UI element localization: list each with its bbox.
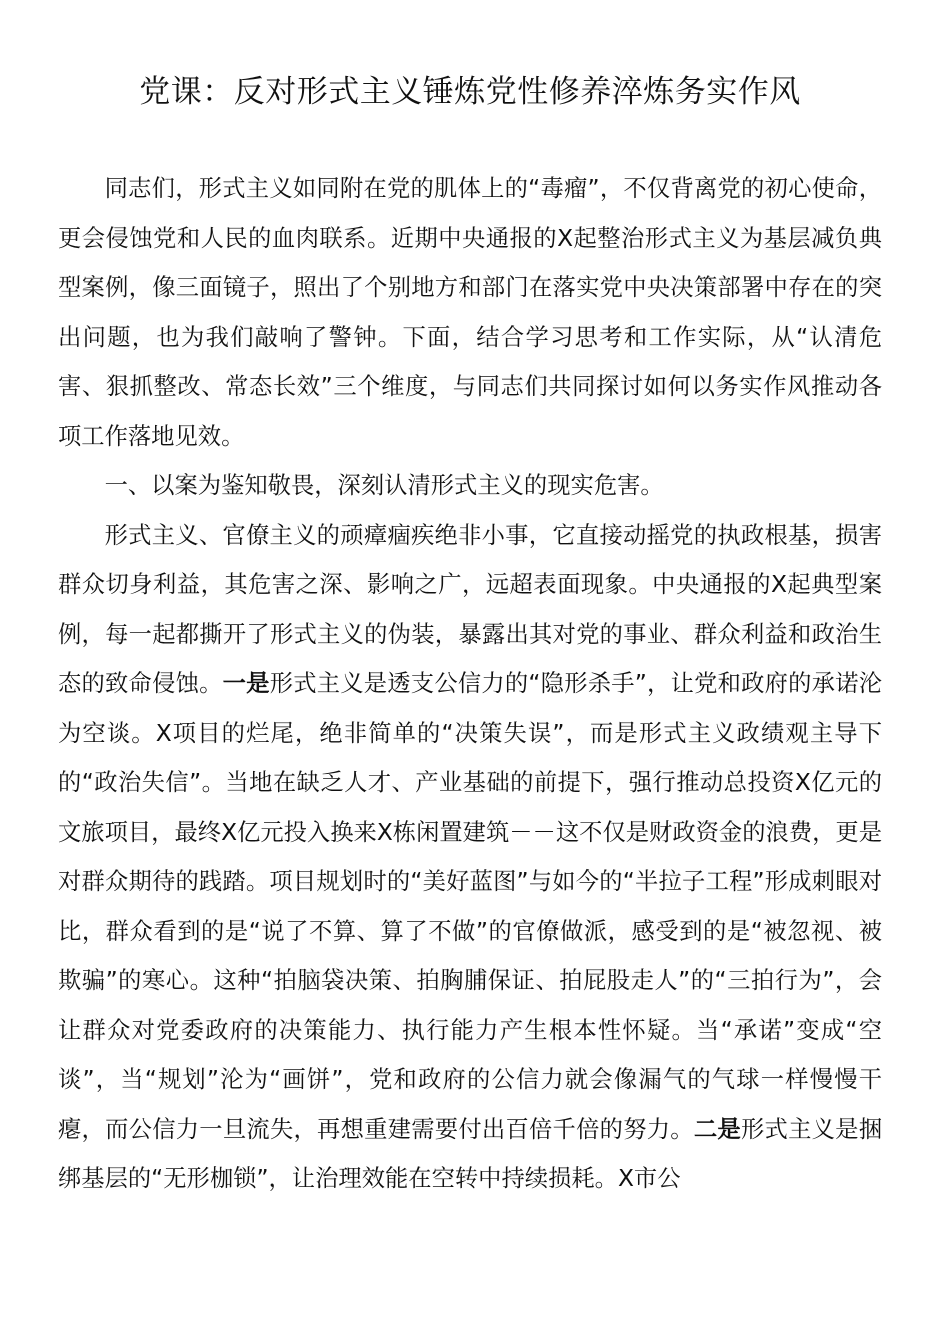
point-marker-two: 二是 <box>693 1115 741 1143</box>
section-1-paragraph <box>58 511 882 1204</box>
paragraph-text: 形式主义是捆绑基层的“无形枷锁”，让治理效能在空转中持续损耗。X市公 <box>58 1115 883 1192</box>
document-body <box>58 164 882 1204</box>
section-heading-1: 一、以案为鉴知敬畏，深刻认清形式主义的现实危害。 <box>104 472 664 499</box>
paragraph-text: 形式主义是透支公信力的“隐形杀手”，让党和政府的承诺沦为空谈。X项目的烂尾，绝非简单的“决策失误”，而是形式主义政绩观主导下的“政治失信”。当地在缺乏人才、产业基础的前提下，强行推动总投资X亿元的文旅项目，最终X亿元投入换来X栋闲置建筑－－这不仅是财政资金的浪费，更是对群众期待的践踏。项目规划时的“美好蓝图”与如今的“半拉子工程”形成刺眼对比，群众看到的是“说了不算、算了不做”的官僚做派，感受到的是“被忽视、被欺骗”的寒心。这种“拍脑袋决策、拍胸脯保证、拍屁股走人”的“三拍行为”，会让群众对党委政府的决策能力、执行能力产生根本性怀疑。当“承诺”变成“空谈”，当“规划”沦为“画饼”，党和政府的公信力就会像漏气的气球一样慢慢干瘪，而公信力一旦流失，再想重建需要付出百倍千倍的努力。 <box>58 670 883 1143</box>
document-title: 党课：反对形式主义锤炼党性修养淬炼务实作风 <box>139 74 801 110</box>
paragraph-text: 形式主义、官僚主义的顽瘴痼疾绝非小事，它直接动摇党的执政根基，损害群众切身利益，其危害之深、影响之广，远超表面现象。中央通报的X起典型案例，每一起都撕开了形式主义的伪装，暴露出其对党的事业、群众利益和政治生态的致命侵蚀。 <box>58 521 882 697</box>
point-marker-one: 一是 <box>222 670 270 697</box>
intro-paragraph: 同志们，形式主义如同附在党的肌体上的“毒瘤”，不仅背离党的初心使命，更会侵蚀党和人民的血肉联系。近期中央通报的X起整治形式主义为基层减负典型案例，像三面镜子，照出了个别地方和部门在落实党中央决策部署中存在的突出问题，也为我们敲响了警钟。下面，结合学习思考和工作实际，从“认清危害、狠抓整改、常态长效”三个维度，与同志们共同探讨如何以务实作风推动各项工作落地见效。 <box>58 175 882 450</box>
document-page <box>58 70 882 1204</box>
